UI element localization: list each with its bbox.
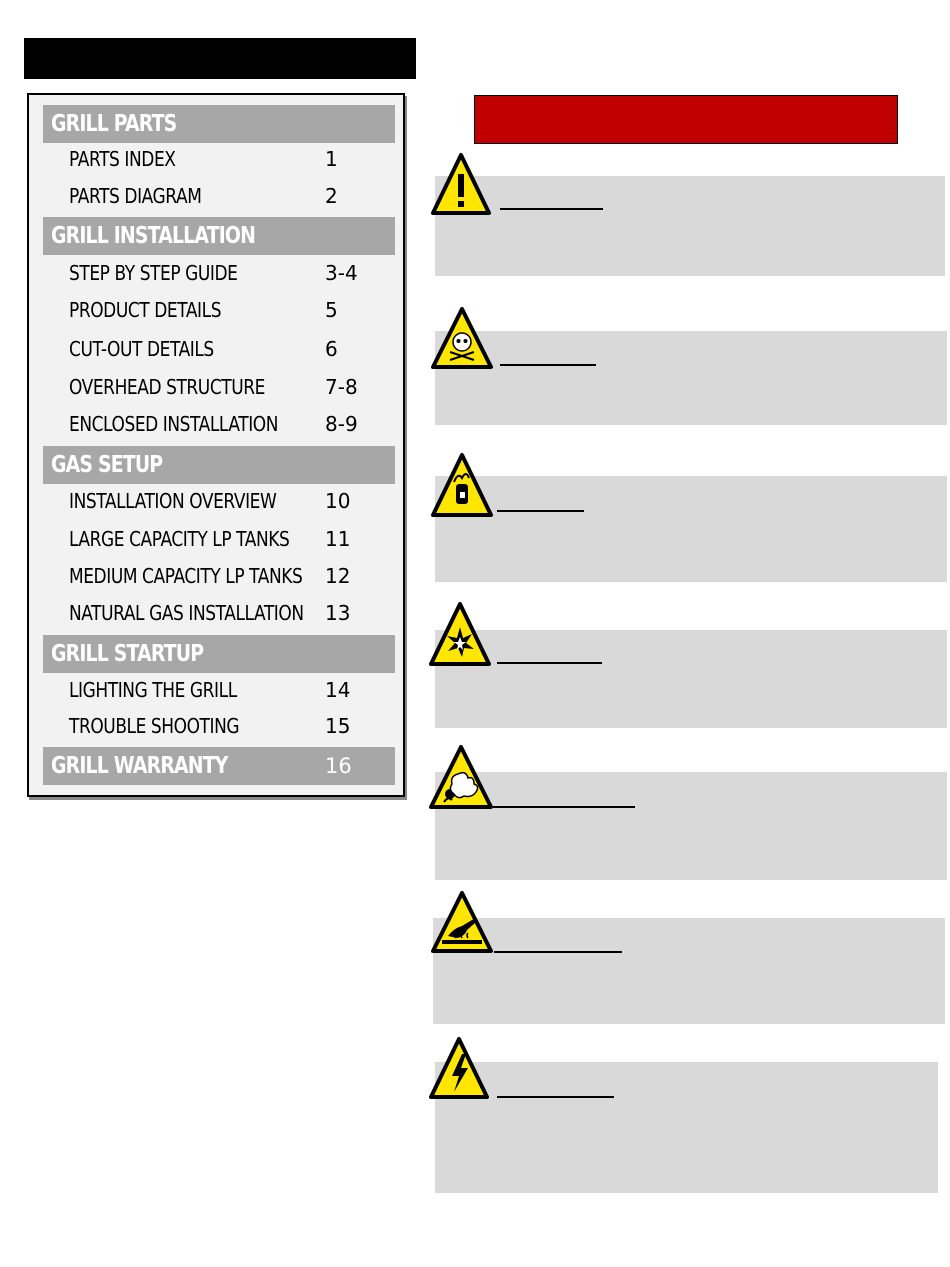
toc-item-lighting-the-grill[interactable] xyxy=(69,675,399,705)
toc-item-parts-diagram[interactable] xyxy=(69,181,399,211)
header-black-bar xyxy=(24,38,416,79)
toc-item-trouble-shooting[interactable] xyxy=(69,711,399,741)
toc-item-page: 3-4 xyxy=(325,261,358,285)
toc-item-cut-out-details[interactable] xyxy=(69,334,399,364)
high-voltage-icon xyxy=(428,1036,490,1100)
toc-item-page: 2 xyxy=(325,184,338,208)
toc-section-page: 16 xyxy=(325,754,352,778)
toc-item-product-details[interactable] xyxy=(69,295,399,325)
warning-heading-line xyxy=(500,208,603,210)
toc-item-page: 1 xyxy=(325,147,338,171)
toc-item-label: STEP BY STEP GUIDE xyxy=(69,261,238,285)
toc-item-page: 10 xyxy=(325,489,351,513)
toc-item-page: 14 xyxy=(325,678,351,702)
toc-item-parts-index[interactable] xyxy=(69,144,399,174)
toc-item-label: INSTALLATION OVERVIEW xyxy=(69,489,277,513)
toc-item-page: 6 xyxy=(325,337,338,361)
warning-heading-line xyxy=(497,662,602,664)
toc-item-label: PARTS INDEX xyxy=(69,147,176,171)
warning-box-crush xyxy=(435,476,947,582)
crush-hand-icon xyxy=(430,452,494,518)
toc-item-overhead-structure[interactable] xyxy=(69,372,399,402)
table-of-contents xyxy=(27,93,405,797)
toc-section-title: GRILL STARTUP xyxy=(51,641,204,667)
warning-heading-line xyxy=(497,1096,614,1098)
toc-item-medium-capacity-lp-tanks[interactable] xyxy=(69,561,399,591)
toc-section-grill-parts[interactable] xyxy=(43,105,395,143)
toc-section-title: GRILL INSTALLATION xyxy=(51,223,256,249)
explosion-icon xyxy=(428,601,492,667)
toc-section-title: GAS SETUP xyxy=(51,452,163,478)
toc-item-label: OVERHEAD STRUCTURE xyxy=(69,375,265,399)
warning-box-hot-surface xyxy=(433,918,945,1024)
warnings-banner xyxy=(474,95,898,144)
toc-section-title: GRILL WARRANTY xyxy=(51,753,228,779)
warning-box-poison xyxy=(435,331,947,425)
toc-section-gas-setup[interactable] xyxy=(43,446,395,484)
toc-item-label: CUT-OUT DETAILS xyxy=(69,337,214,361)
toc-section-grill-startup[interactable] xyxy=(43,635,395,673)
toc-item-label: NATURAL GAS INSTALLATION xyxy=(69,601,304,625)
skull-crossbones-icon xyxy=(430,306,494,370)
toc-item-page: 11 xyxy=(325,527,351,551)
toc-item-label: LIGHTING THE GRILL xyxy=(69,678,237,702)
toc-item-large-capacity-lp-tanks[interactable] xyxy=(69,524,399,554)
warning-heading-line xyxy=(494,951,622,953)
warning-box-general xyxy=(435,176,945,276)
toc-item-page: 15 xyxy=(325,714,351,738)
toc-item-installation-overview[interactable] xyxy=(69,486,399,516)
toc-section-grill-installation[interactable] xyxy=(43,217,395,255)
toc-item-page: 13 xyxy=(325,601,351,625)
toc-section-title: GRILL PARTS xyxy=(51,111,177,137)
toc-item-page: 12 xyxy=(325,564,351,588)
toc-item-label: PARTS DIAGRAM xyxy=(69,184,202,208)
toc-item-label: TROUBLE SHOOTING xyxy=(69,714,240,738)
toc-item-label: PRODUCT DETAILS xyxy=(69,298,222,322)
toc-section-grill-warranty[interactable] xyxy=(43,747,395,785)
toc-item-page: 5 xyxy=(325,298,338,322)
exclamation-icon xyxy=(430,152,492,216)
toc-item-page: 8-9 xyxy=(325,412,358,436)
warning-box-explosion xyxy=(435,630,947,728)
toc-item-natural-gas-installation[interactable] xyxy=(69,598,399,628)
toc-item-enclosed-installation[interactable] xyxy=(69,409,399,439)
warning-heading-line xyxy=(493,806,635,808)
toc-item-label: LARGE CAPACITY LP TANKS xyxy=(69,527,290,551)
warning-heading-line xyxy=(497,510,584,512)
warning-heading-line xyxy=(500,364,596,366)
hot-surface-icon xyxy=(430,890,494,954)
warning-box-fumes xyxy=(435,772,947,880)
warning-box-electrical xyxy=(435,1062,938,1193)
toc-item-label: MEDIUM CAPACITY LP TANKS xyxy=(69,564,303,588)
toc-item-label: ENCLOSED INSTALLATION xyxy=(69,412,279,436)
toc-item-step-by-step-guide[interactable] xyxy=(69,258,399,288)
toc-item-page: 7-8 xyxy=(325,375,358,399)
fumes-icon xyxy=(428,744,494,810)
